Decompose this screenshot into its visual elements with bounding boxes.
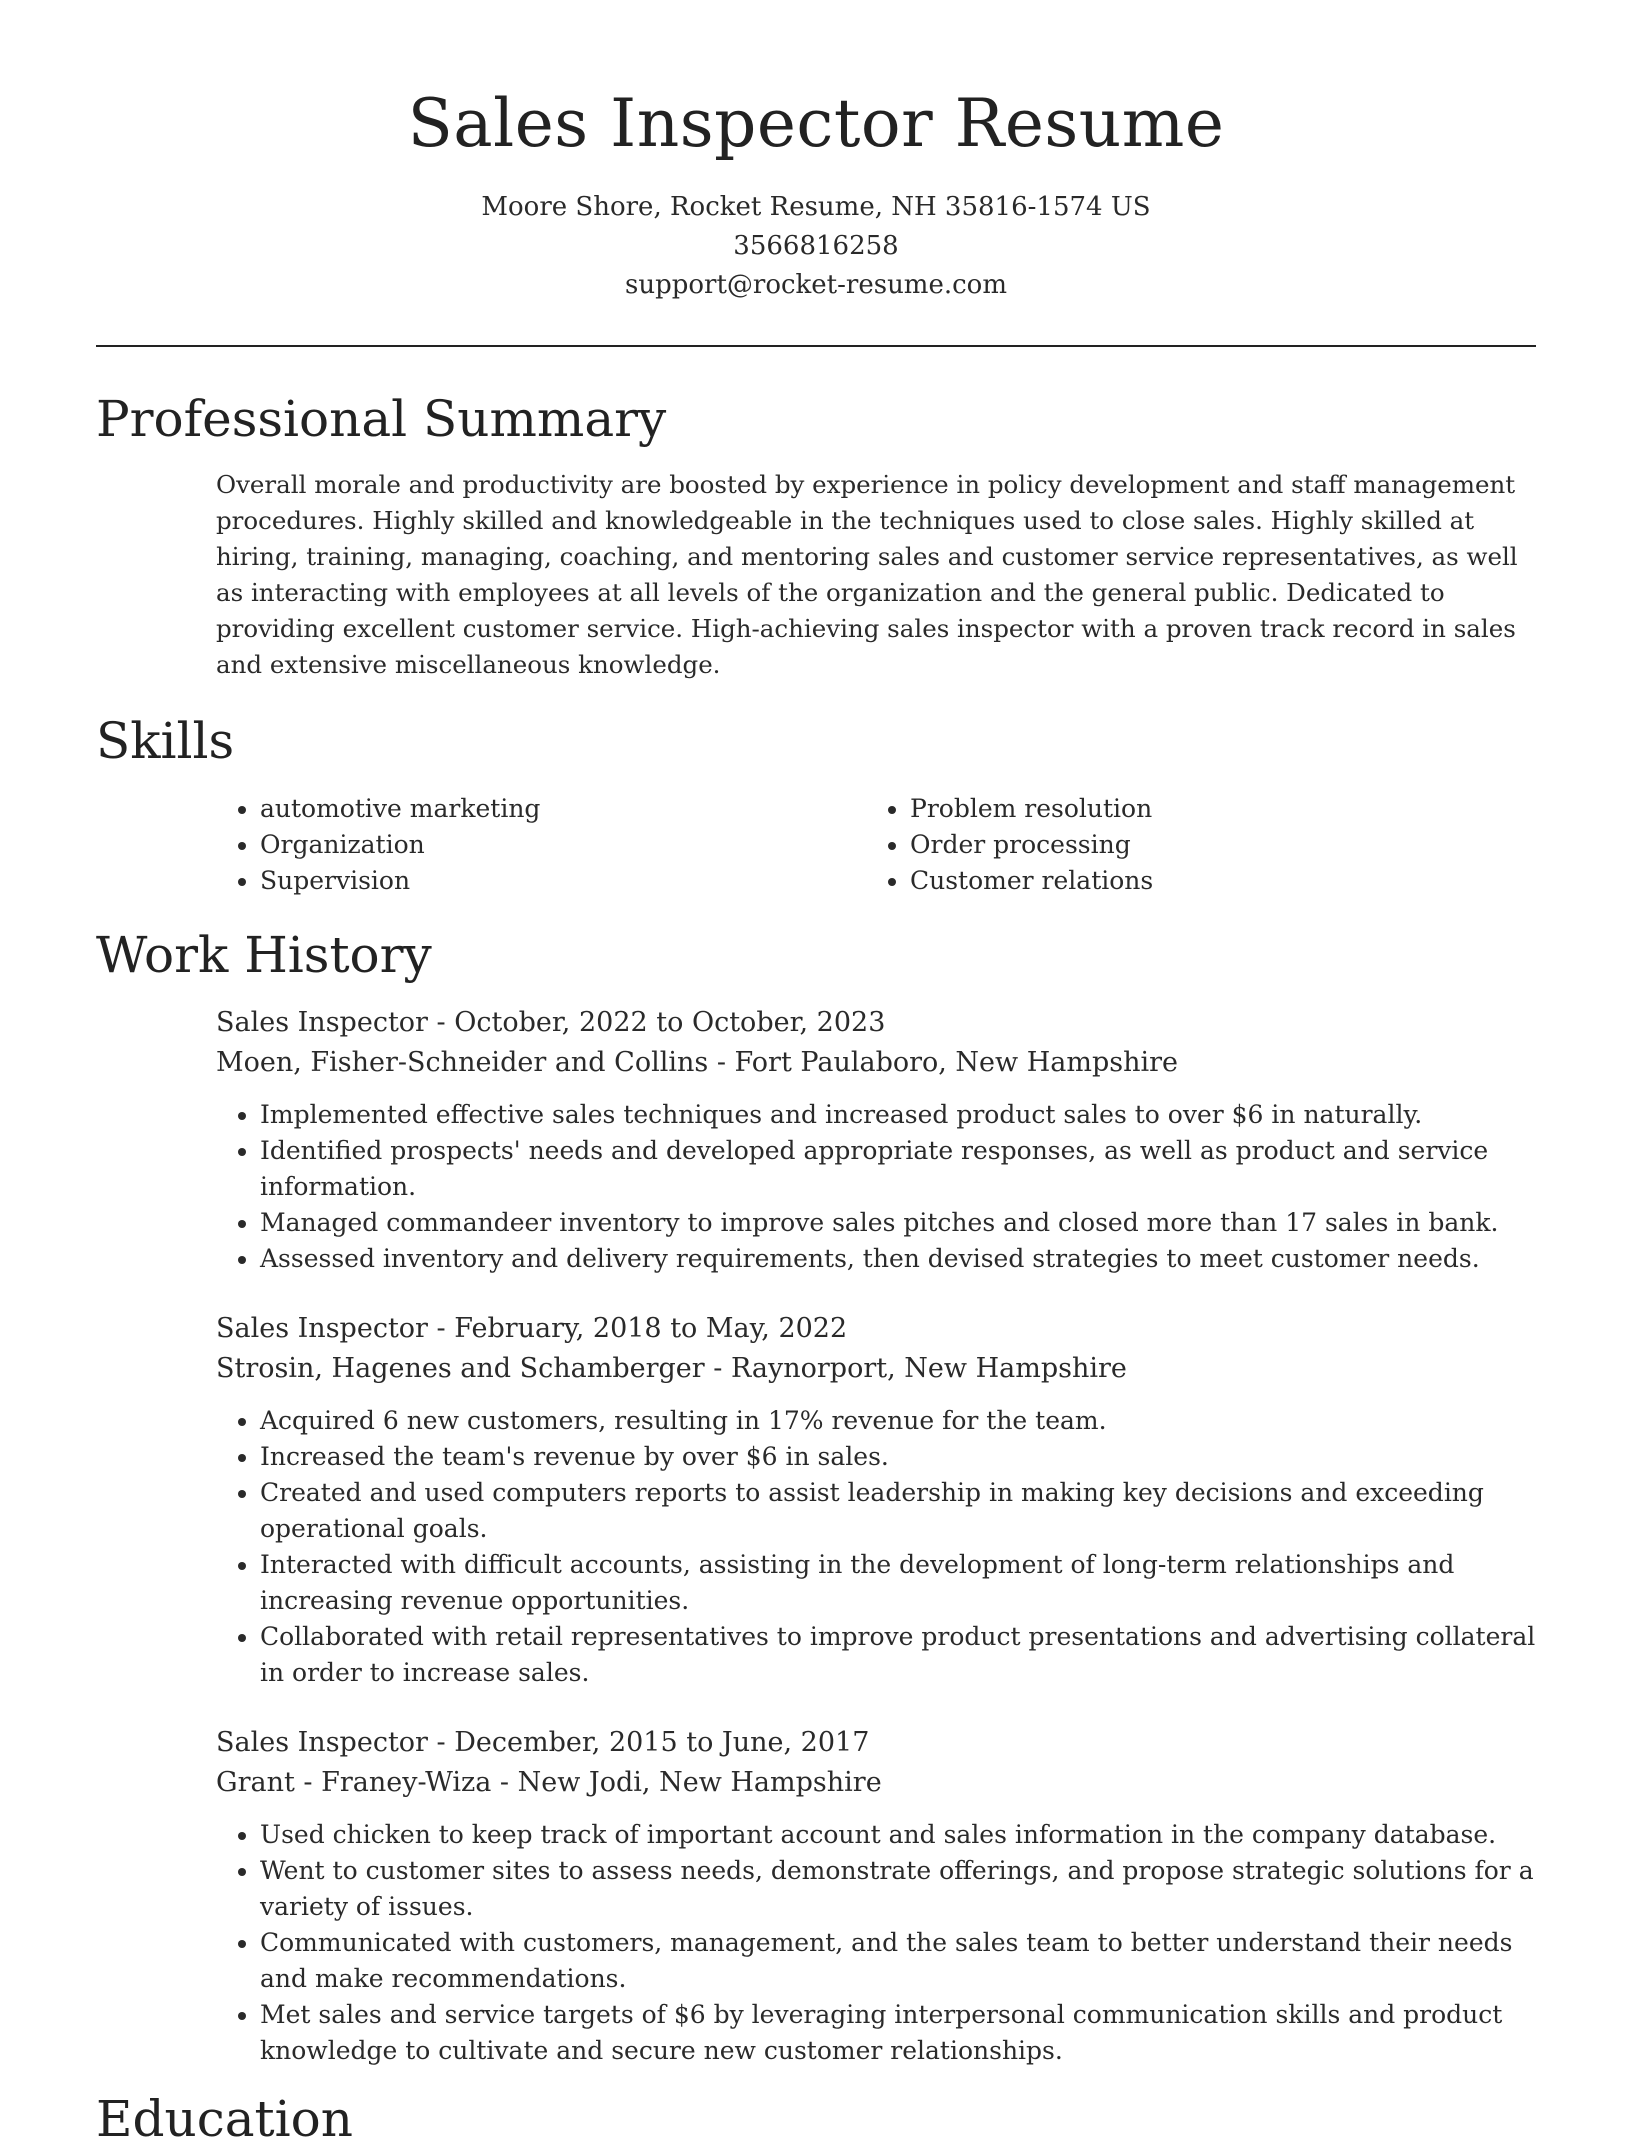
job-bullet: • Went to customer sites to assess needs, demonstrate offerings, and propose strategic solutions for a variety of issues. (260, 1853, 1536, 1925)
resume-title: Sales Inspector Resume (407, 85, 1225, 162)
job-title-line (216, 1003, 1536, 1043)
summary-section (96, 389, 1536, 683)
job-bullet: • Managed commandeer inventory to improve sales pitches and closed more than 17 sales in bank. (260, 1205, 1536, 1241)
summary-text: Overall morale and productivity are boosted by experience in policy development and staff management procedures. Highly skilled and knowledgeable in the techniques used to close sales. Highly skilled at hiring, training, managing, coaching, and mentoring sales and customer service representatives, as well as interacting with employees at all levels of the organization and the general public. Dedicated to providing excellent customer service. High-achieving sales inspector with a proven track record in sales and extensive miscellaneous knowledge. (216, 470, 1518, 679)
skill-item: • Supervision (260, 863, 866, 899)
skills-column-left (216, 791, 866, 899)
skills-list (216, 791, 1536, 899)
job-bullets (216, 1403, 1536, 1691)
job-title: Sales Inspector (216, 1313, 428, 1344)
job-employer-line (216, 1763, 1536, 1803)
job-bullets (216, 1097, 1536, 1277)
job-employer: Strosin, Hagenes and Schamberger (216, 1353, 705, 1384)
skill-item: • Order processing (910, 827, 1536, 863)
education-heading: Education (96, 2090, 353, 2148)
skills-section (96, 711, 1536, 899)
job-location: - Raynorport, New Hampshire (704, 1353, 1127, 1384)
job-title: Sales Inspector (216, 1007, 428, 1038)
job-bullet: • Met sales and service targets of $6 by leveraging interpersonal communication skills and product knowledge to cultivate and secure new customer relationships. (260, 1997, 1536, 2069)
contact-phone: 3566816258 (733, 231, 899, 261)
skill-item: • Customer relations (910, 863, 1536, 899)
job-dates: - December, 2015 to June, 2017 (427, 1727, 870, 1758)
header-divider (96, 345, 1536, 347)
job-title-line (216, 1309, 1536, 1349)
job-employer: Moen, Fisher-Schneider and Collins (216, 1047, 709, 1078)
job-bullets (216, 1817, 1536, 2069)
contact-address: Moore Shore, Rocket Resume, NH 35816-1574 US (481, 192, 1151, 222)
skills-column-right (866, 791, 1536, 899)
education-section (96, 2089, 1536, 2149)
job-entry (216, 1723, 1536, 2069)
job-bullet: • Identified prospects' needs and developed appropriate responses, as well as product and service information. (260, 1133, 1536, 1205)
skill-item: • Organization (260, 827, 866, 863)
job-bullet: • Implemented effective sales techniques and increased product sales to over $6 in naturally. (260, 1097, 1536, 1133)
contact-email: support@rocket-resume.com (624, 270, 1007, 300)
resume-header (96, 0, 1536, 305)
job-bullet: • Used chicken to keep track of important account and sales information in the company database. (260, 1817, 1536, 1853)
job-entry (216, 1309, 1536, 1691)
skill-item: • Problem resolution (910, 791, 1536, 827)
job-title: Sales Inspector (216, 1727, 428, 1758)
job-entry (216, 1003, 1536, 1277)
job-bullet: • Assessed inventory and delivery requirements, then devised strategies to meet customer needs. (260, 1241, 1536, 1277)
job-location: - New Jodi, New Hampshire (491, 1767, 882, 1798)
job-bullet: • Interacted with difficult accounts, assisting in the development of long-term relationships and increasing revenue opportunities. (260, 1547, 1536, 1619)
job-bullet: • Communicated with customers, management, and the sales team to better understand their needs and make recommendations. (260, 1925, 1536, 1997)
job-dates: - February, 2018 to May, 2022 (427, 1313, 848, 1344)
resume-page (96, 0, 1536, 2149)
job-employer: Grant - Franey-Wiza (216, 1767, 492, 1798)
job-title-line (216, 1723, 1536, 1763)
job-dates: - October, 2022 to October, 2023 (427, 1007, 886, 1038)
job-bullet: • Increased the team's revenue by over $6 in sales. (260, 1439, 1536, 1475)
summary-heading: Professional Summary (96, 390, 667, 448)
job-bullet: • Acquired 6 new customers, resulting in 17% revenue for the team. (260, 1403, 1536, 1439)
work-history-section (96, 925, 1536, 2069)
work-history-heading: Work History (96, 926, 432, 984)
job-employer-line (216, 1349, 1536, 1389)
job-bullet: • Collaborated with retail representatives to improve product presentations and advertising collateral in order to increase sales. (260, 1619, 1536, 1691)
skills-heading: Skills (96, 712, 235, 770)
job-employer-line (216, 1043, 1536, 1083)
job-location: - Fort Paulaboro, New Hampshire (708, 1047, 1179, 1078)
job-bullet: • Created and used computers reports to assist leadership in making key decisions and exceeding operational goals. (260, 1475, 1536, 1547)
contact-info (96, 188, 1536, 305)
skill-item: • automotive marketing (260, 791, 866, 827)
